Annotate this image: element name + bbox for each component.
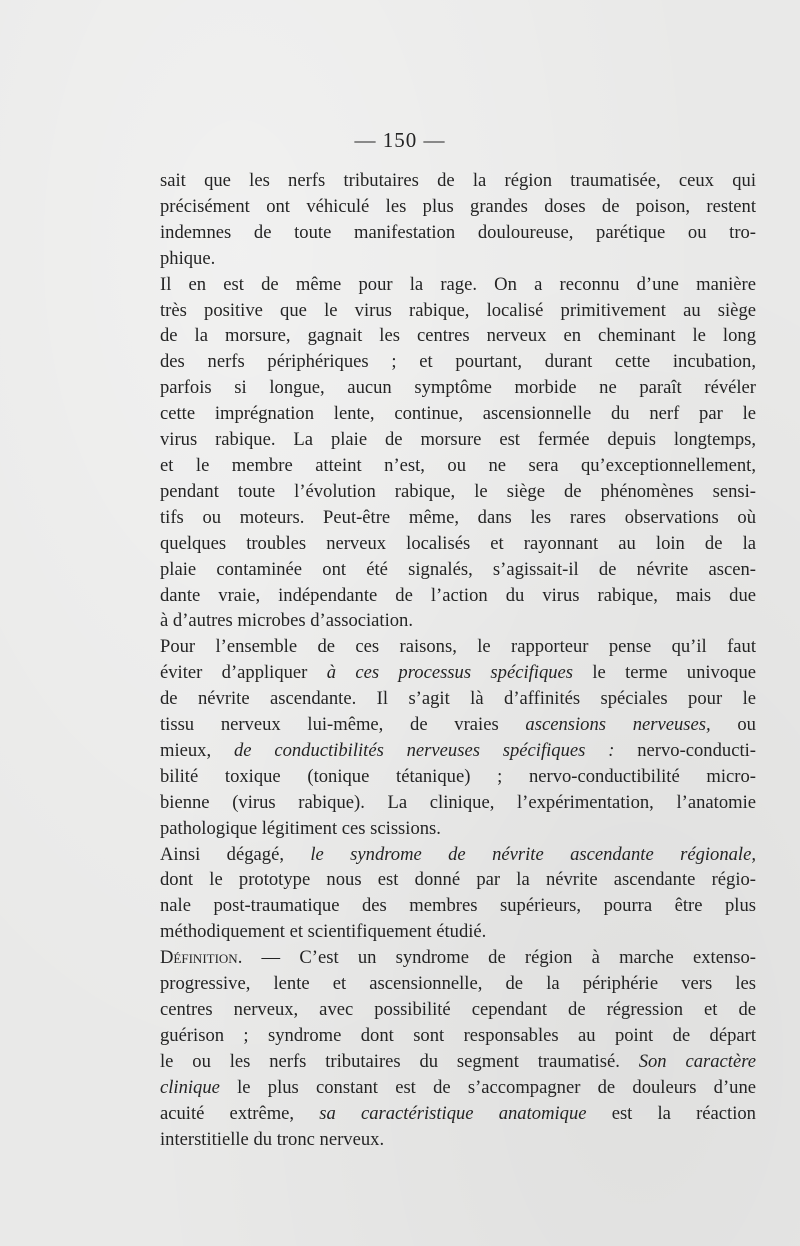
text-span: bilité toxique (tonique tétanique) ; nervo-conductibilité micro- (160, 765, 756, 787)
text-span: ou (710, 714, 756, 736)
text-line (160, 893, 756, 919)
text-line (160, 660, 756, 686)
text-line: indemnes de toute manifestation douloureuse, parétique ou tro- (160, 221, 756, 243)
text-line (160, 816, 756, 842)
text-line (160, 997, 756, 1023)
text-line: de la morsure, gagnait les centres nerveux en cheminant le long (160, 325, 756, 347)
text-span: . — C’est un syndrome de région à marche extenso- (237, 947, 756, 969)
text-span: nervo-conducti- (614, 739, 756, 761)
text-line (160, 842, 756, 868)
text-span: éviter d’appliquer (160, 662, 327, 684)
italic-span: Son caractère (638, 1050, 756, 1072)
text-line: parfois si longue, aucun symptôme morbide ne paraît révéler (160, 377, 756, 399)
text-span: guérison ; syndrome dont sont responsables au point de départ (160, 1024, 756, 1046)
text-line (160, 634, 756, 660)
text-span: tissu nerveux lui-même, de vraies (160, 714, 526, 736)
italic-span: à ces processus spécifiques (326, 662, 574, 684)
text-span: le plus constant est de s’accompagner de douleurs d’une (219, 1076, 756, 1098)
text-line: précisément ont véhiculé les plus grandes doses de poison, restent (160, 195, 756, 217)
text-line: quelques troubles nerveux localisés et rayonnant au loin de la (160, 532, 756, 554)
text-line (160, 1101, 756, 1127)
text-line: sait que les nerfs tributaires de la région traumatisée, ceux qui (160, 170, 756, 191)
text-line (160, 919, 756, 945)
body-text (160, 168, 756, 1152)
text-line: des nerfs périphériques ; et pourtant, durant cette incubation, (160, 351, 756, 373)
text-span: le ou les nerfs tributaires du segment traumatisé. (160, 1050, 639, 1072)
text-line (160, 1023, 756, 1049)
text-line (160, 1049, 756, 1075)
text-line (160, 945, 756, 971)
text-line: dante vraie, indépendante de l’action du virus rabique, mais due (160, 584, 756, 606)
text-line: cette imprégnation lente, continue, ascensionnelle du nerf par le (160, 403, 756, 425)
text-line: très positive que le virus rabique, localisé primitivement au siège (160, 299, 756, 321)
text-line: à d’autres microbes d’association. (160, 610, 413, 632)
italic-span: de conductibilités nerveuses spécifiques : (233, 739, 615, 761)
text-span: est la réaction (586, 1102, 756, 1124)
text-line: virus rabique. La plaie de morsure est fermée depuis longtemps, (160, 429, 756, 451)
text-line (160, 1127, 756, 1153)
text-line (160, 738, 756, 764)
text-line (160, 867, 756, 893)
text-span: nale post-traumatique des membres supérieurs, pourra être plus (160, 895, 756, 917)
text-line (160, 971, 756, 997)
text-span: mieux, (160, 739, 234, 761)
italic-span: ascensions nerveuses, (525, 714, 711, 736)
text-line: plaie contaminée ont été signalés, s’agissait-il de névrite ascen- (160, 558, 756, 580)
page-number: — 150 — (354, 128, 446, 152)
italic-span: clinique (160, 1076, 220, 1098)
italic-span: sa caractéristique anatomique (319, 1102, 587, 1124)
text-span: interstitielle du tronc nerveux. (160, 1128, 385, 1150)
text-span: bienne (virus rabique). La clinique, l’expérimentation, l’anatomie (160, 791, 756, 813)
text-line (160, 712, 756, 738)
text-line (160, 764, 756, 790)
text-span: méthodiquement et scientifiquement étudié. (160, 921, 487, 943)
text-line: tifs ou moteurs. Peut-être même, dans les rares observations où (160, 506, 756, 528)
text-line: phique. (160, 247, 216, 269)
text-span: centres nerveux, avec possibilité cependant de régression et de (160, 999, 756, 1020)
text-span: acuité extrême, (160, 1102, 320, 1124)
small-caps-span: Définition (160, 947, 238, 969)
text-span: dont le prototype nous est donné par la névrite ascendante régio- (160, 869, 756, 891)
text-line (160, 1075, 756, 1101)
text-span: pathologique légitiment ces scissions. (160, 817, 441, 839)
text-line: pendant toute l’évolution rabique, le siège de phénomènes sensi- (160, 480, 756, 502)
text-line (160, 686, 756, 712)
text-span: Pour l’ensemble de ces raisons, le rapporteur pense qu’il faut (160, 636, 756, 658)
text-span: progressive, lente et ascensionnelle, de la périphérie vers les (160, 973, 756, 995)
text-line (160, 790, 756, 816)
text-span: le terme univoque (573, 662, 756, 684)
text-span: de névrite ascendante. Il s’agit là d’affinités spéciales pour le (160, 688, 756, 710)
text-span: Ainsi dégagé, (160, 843, 311, 865)
text-line: Il en est de même pour la rage. On a reconnu d’une manière (160, 273, 756, 295)
text-line: et le membre atteint n’est, ou ne sera qu’exceptionnellement, (160, 454, 756, 476)
italic-span: le syndrome de névrite ascendante régionale, (310, 843, 757, 865)
